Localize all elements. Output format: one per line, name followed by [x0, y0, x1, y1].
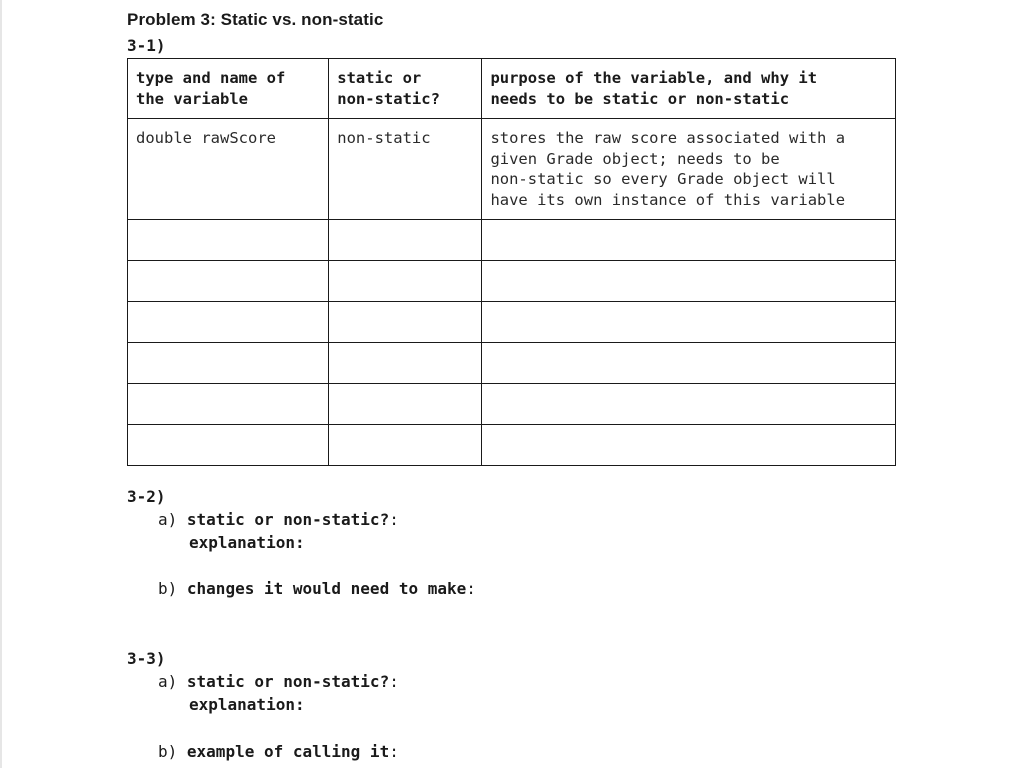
problem-title: Problem 3: Static vs. non-static [127, 10, 384, 29]
cell-static-kind[interactable] [329, 425, 482, 466]
cell-variable-name[interactable] [128, 384, 329, 425]
part-3-2-b-line [158, 579, 476, 598]
cell-static-kind[interactable] [329, 302, 482, 343]
cell-purpose[interactable] [482, 302, 896, 343]
part-3-2-b-colon: : [466, 579, 476, 598]
cell-static-kind[interactable] [329, 220, 482, 261]
part-3-1-label: 3-1) [127, 36, 166, 55]
header-type-name [128, 59, 329, 119]
header-type-name-text: type and name of the variable [136, 69, 286, 108]
table-row [128, 220, 896, 261]
cell-purpose[interactable] [482, 261, 896, 302]
part-3-3-b-marker: b) [158, 742, 178, 761]
table-row [128, 261, 896, 302]
table-row [128, 343, 896, 384]
part-3-3-b-question: example of calling it [186, 742, 390, 761]
cell-static-kind[interactable] [329, 384, 482, 425]
table-header-row [128, 59, 896, 119]
cell-variable-name[interactable] [128, 220, 329, 261]
part-3-2-a-explanation: explanation: [189, 533, 305, 552]
cell-variable-name[interactable] [128, 425, 329, 466]
part-3-3-label: 3-3) [127, 649, 166, 668]
cell-variable-name[interactable] [128, 302, 329, 343]
part-3-3-b-line [158, 742, 399, 761]
part-3-2-a-colon: : [389, 510, 399, 529]
table-row [128, 384, 896, 425]
part-3-3-a-question: static or non-static? [186, 672, 390, 691]
part-3-2-a-question: static or non-static? [186, 510, 390, 529]
table-row [128, 302, 896, 343]
table-row [128, 119, 896, 220]
cell-variable-name[interactable] [128, 261, 329, 302]
cell-purpose[interactable] [482, 343, 896, 384]
cell-purpose[interactable] [482, 119, 896, 220]
cell-purpose[interactable] [482, 384, 896, 425]
part-3-2-b-question: changes it would need to make [186, 579, 467, 598]
cell-static-kind-text: non-static [337, 129, 431, 147]
part-3-2-b-marker: b) [158, 579, 178, 598]
part-3-3-a-colon: : [389, 672, 399, 691]
header-purpose [482, 59, 896, 119]
cell-static-kind[interactable] [329, 261, 482, 302]
cell-purpose[interactable] [482, 425, 896, 466]
table-row [128, 425, 896, 466]
cell-variable-name[interactable] [128, 119, 329, 220]
header-purpose-text: purpose of the variable, and why it needs to be static or non-static [490, 69, 818, 108]
cell-variable-name-text: double rawScore [136, 129, 276, 147]
header-static [329, 59, 482, 119]
part-3-3-a-marker: a) [158, 672, 178, 691]
part-3-2-a-line [158, 510, 399, 529]
part-3-3-b-colon: : [389, 742, 399, 761]
part-3-3-a-line [158, 672, 399, 691]
cell-purpose-text: stores the raw score associated with a given Grade object; needs to be non-static so every Grade object will have its own instance of this variable [490, 129, 846, 209]
variables-table [127, 58, 896, 466]
part-3-2-a-marker: a) [158, 510, 178, 529]
cell-static-kind[interactable] [329, 343, 482, 384]
cell-variable-name[interactable] [128, 343, 329, 384]
header-static-text: static or non-static? [337, 69, 440, 108]
part-3-2-label: 3-2) [127, 487, 166, 506]
page-left-edge [0, 0, 2, 768]
cell-purpose[interactable] [482, 220, 896, 261]
cell-static-kind[interactable] [329, 119, 482, 220]
part-3-3-a-explanation: explanation: [189, 695, 305, 714]
